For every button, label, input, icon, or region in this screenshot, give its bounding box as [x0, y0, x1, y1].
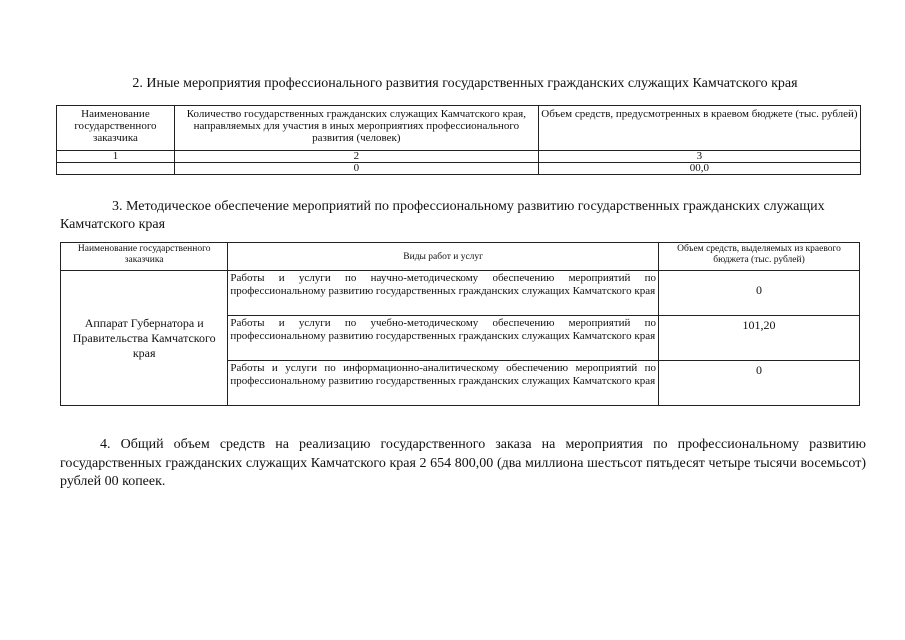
table-header-row	[61, 243, 860, 271]
header-customer: Наименование государственного заказчика	[57, 106, 175, 151]
header-budget-amount: Объем средств, предусмотренных в краевом бюджете (тыс. рублей)	[538, 106, 860, 151]
column-number-3: 3	[538, 151, 860, 163]
section-3-heading: 3. Методическое обеспечение мероприятий по профессиональному развитию государственных гражданских служащих Камчатского края	[60, 199, 825, 232]
section-3-table	[60, 242, 860, 406]
cell-amount: 0	[659, 271, 860, 316]
table-header-row	[57, 106, 861, 151]
section-4-paragraph: 4. Общий объем средств на реализацию государственного заказа на мероприятия по профессиональному развитию государственных гражданских служащих Камчатского края 2 654 800,00 (два миллиона шестьсот пятьдесят четыре тысячи восемьсот) рублей 00 копеек.	[60, 437, 866, 489]
cell-work-type: Работы и услуги по информационно-аналитическому обеспечению мероприятий по профессиональному развитию государственных гражданских служащих Камчатского края	[228, 361, 659, 406]
header-budget-amount: Объем средств, выделяемых из краевого бюджета (тыс. рублей)	[659, 243, 860, 271]
section-2-table	[56, 105, 861, 175]
section-2-heading: 2. Иные мероприятия профессионального развития государственных гражданских служащих Камчатского края	[132, 76, 798, 91]
table-row	[57, 151, 861, 163]
cell-employee-count: 0	[174, 163, 538, 175]
table-row	[57, 163, 861, 175]
cell-customer	[57, 163, 175, 175]
cell-amount: 0	[659, 361, 860, 406]
header-work-types: Виды работ и услуг	[228, 243, 659, 271]
table-row	[61, 271, 860, 316]
cell-work-type: Работы и услуги по научно-методическому обеспечению мероприятий по профессиональному развитию государственных гражданских служащих Камчатского края	[228, 271, 659, 316]
cell-work-type: Работы и услуги по учебно-методическому обеспечению мероприятий по профессиональному развитию государственных гражданских служащих Камчатского края	[228, 316, 659, 361]
cell-customer: Аппарат Губернатора и Правительства Камчатского края	[61, 271, 228, 406]
column-number-1: 1	[57, 151, 175, 163]
cell-budget-amount: 00,0	[538, 163, 860, 175]
cell-amount: 101,20	[659, 316, 860, 361]
column-number-2: 2	[174, 151, 538, 163]
header-employee-count: Количество государственных гражданских служащих Камчатского края, направляемых для участия в иных мероприятиях профессионального развития (человек)	[174, 106, 538, 151]
header-customer: Наименование государственного заказчика	[61, 243, 228, 271]
